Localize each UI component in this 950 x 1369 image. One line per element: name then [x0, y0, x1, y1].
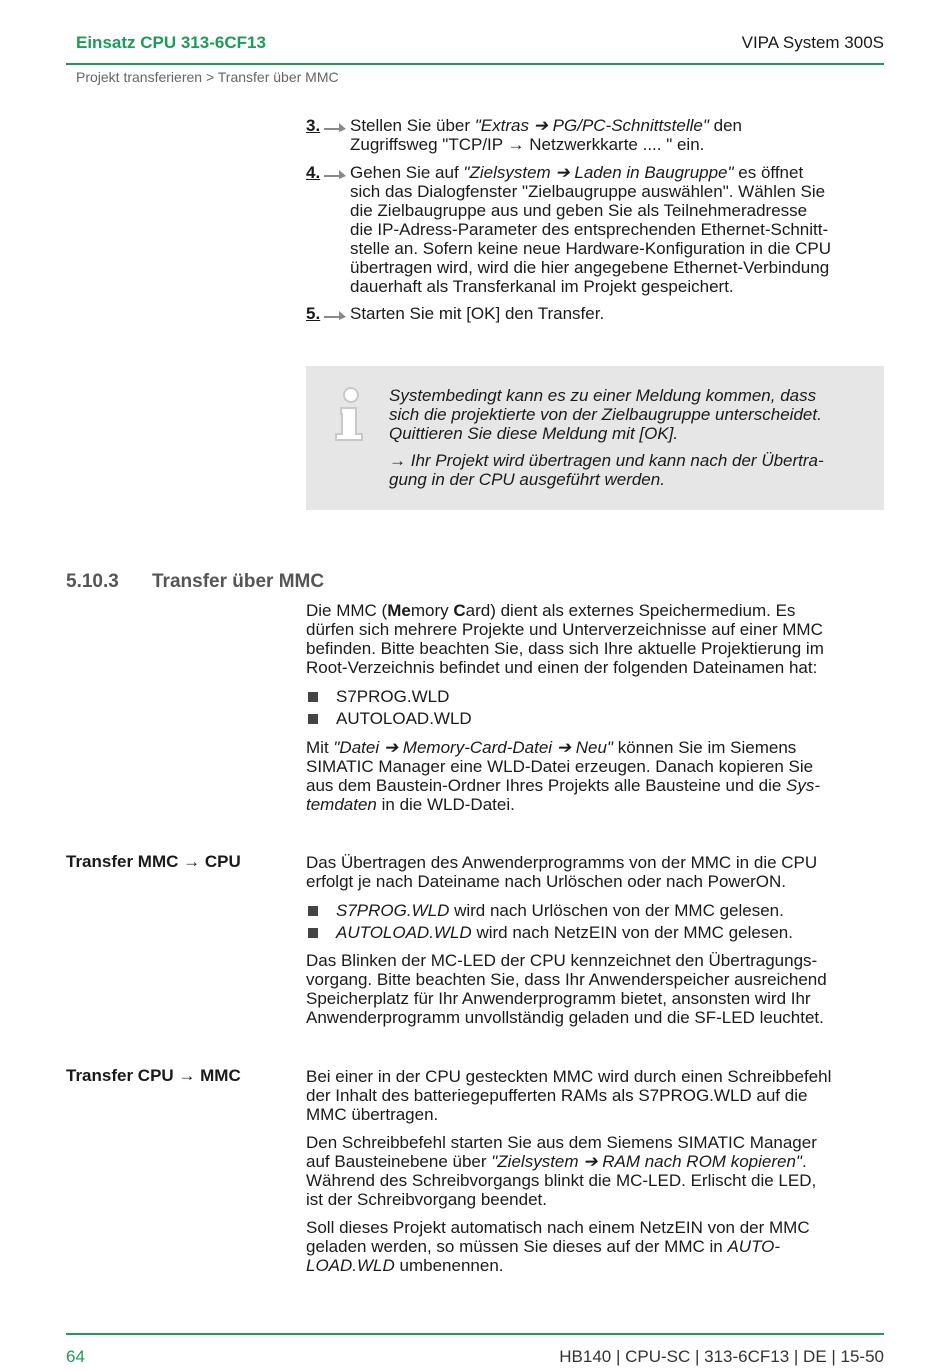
- document-id: HB140 | CPU-SC | 313-6CF13 | DE | 15-50: [559, 1347, 884, 1366]
- step-arrow-icon: [324, 167, 348, 179]
- mmc-to-cpu-paragraph: Das Blinken der MC-LED der CPU kennzeichnet den Übertragungs- vorgang. Bitte beachten Sie, dass Ihr Anwenderspeicher ausreichend Speicherplatz für Ihr Anwenderprogramm bietet, ansonsten wird Ihr Anwenderprogramm unvollständig geladen und die SF-LED leuchtet.: [306, 951, 827, 1027]
- header-divider: [66, 63, 884, 65]
- step-number: 5.: [306, 304, 321, 323]
- section-intro: Die MMC (Memory Card) dient als externes Speichermedium. Es dürfen sich mehrere Projekte und Unterverzeichnisse auf einer MMC befinden. Bitte beachten Sie, dass sich Ihre aktuelle Projektierung im Root-Verzeichnis befindet und einen der folgenden Dateinamen hat:: [306, 601, 824, 677]
- step-text: es öffnet: [733, 163, 804, 182]
- step-text: übertragen wird, wird die hier angegebene Ethernet-Verbindung: [350, 258, 830, 277]
- step-text: die Zielbaugruppe aus und geben Sie als Teilnehmeradresse: [350, 201, 808, 220]
- step-5: [306, 304, 884, 323]
- info-note: [306, 366, 884, 510]
- note-result: → Ihr Projekt wird übertragen und kann nach der Übertra- gung in der CPU ausgeführt werden.: [389, 451, 824, 489]
- list-item: AUTOLOAD.WLD wird nach NetzEIN von der MMC gelesen.: [306, 923, 884, 942]
- step-text: sich das Dialogfenster "Zielbaugruppe auswählen". Wählen Sie: [350, 182, 826, 201]
- list-item: S7PROG.WLD: [306, 687, 884, 706]
- menu-path: "Zielsystem ➔ Laden in Baugruppe": [463, 163, 734, 182]
- menu-path: "Extras ➔ PG/PC-Schnittstelle": [474, 116, 709, 135]
- cpu-to-mmc-paragraph: Bei einer in der CPU gesteckten MMC wird durch einen Schreibbefehl der Inhalt des batteriegepufferten RAMs als S7PROG.WLD auf die MMC übertragen.: [306, 1067, 832, 1124]
- cpu-to-mmc-paragraph: Soll dieses Projekt automatisch nach einem NetzEIN von der MMC geladen werden, so müssen Sie dieses auf der MMC in AUTO- LOAD.WLD umbenennen.: [306, 1218, 810, 1275]
- header-title: Einsatz CPU 313-6CF13: [76, 33, 266, 52]
- step-4: [306, 163, 884, 296]
- page-number: 64: [66, 1347, 85, 1366]
- cpu-to-mmc-paragraph: Den Schreibbefehl starten Sie aus dem Siemens SIMATIC Manager auf Bausteinebene über "Zielsystem ➔ RAM nach ROM kopieren". Während des Schreibvorgangs blinkt die MC-LED. Erlischt die LED, ist der Schreibvorgang beendet.: [306, 1133, 817, 1209]
- step-3: [306, 116, 884, 154]
- step-arrow-icon: [324, 308, 348, 320]
- step-text: Stellen Sie über: [350, 116, 475, 135]
- header-product: VIPA System 300S: [741, 33, 884, 52]
- menu-path: "Datei ➔ Memory-Card-Datei ➔ Neu": [333, 738, 613, 757]
- side-heading-mmc-to-cpu: Transfer MMC → CPU: [66, 852, 241, 871]
- bullet-icon: [308, 692, 318, 702]
- info-icon: [332, 386, 366, 442]
- side-heading-cpu-to-mmc: Transfer CPU → MMC: [66, 1066, 241, 1085]
- footer-divider: [66, 1333, 884, 1335]
- bullet-icon: [308, 714, 318, 724]
- section-paragraph: Mit "Datei ➔ Memory-Card-Datei ➔ Neu" können Sie im Siemens SIMATIC Manager eine WLD-Datei erzeugen. Danach kopieren Sie aus dem Baustein-Ordner Ihres Projekts alle Bausteine und die Sys- temdaten in die WLD-Datei.: [306, 738, 821, 814]
- bullet-icon: [308, 906, 318, 916]
- section-title: Transfer über MMC: [152, 571, 325, 592]
- breadcrumb: Projekt transferieren > Transfer über MMC: [76, 69, 339, 85]
- step-arrow-icon: [324, 120, 348, 132]
- step-text: dauerhaft als Transferkanal im Projekt gespeichert.: [350, 277, 734, 296]
- step-text: den: [708, 116, 743, 135]
- note-text: Systembedingt kann es zu einer Meldung kommen, dass sich die projektierte von der Zielbaugruppe unterscheidet. Quittieren Sie diese Meldung mit [OK].: [389, 386, 822, 443]
- mmc-to-cpu-intro: Das Übertragen des Anwenderprogramms von der MMC in die CPU erfolgt je nach Dateiname nach Urlöschen oder nach PowerON.: [306, 853, 818, 891]
- step-text: Zugriffsweg "TCP/IP → Netzwerkkarte .... " ein.: [350, 135, 705, 154]
- step-text: stelle an. Sofern keine neue Hardware-Konfiguration in die CPU: [350, 239, 831, 258]
- step-text: Gehen Sie auf: [350, 163, 464, 182]
- step-text: Starten Sie mit [OK] den Transfer.: [350, 304, 605, 323]
- step-text: die IP-Adress-Parameter des entsprechenden Ethernet-Schnitt-: [350, 220, 829, 239]
- step-number: 3.: [306, 116, 321, 135]
- menu-path: "Zielsystem ➔ RAM nach ROM kopieren": [491, 1152, 802, 1171]
- list-item: AUTOLOAD.WLD: [306, 709, 884, 728]
- list-item: S7PROG.WLD wird nach Urlöschen von der MMC gelesen.: [306, 901, 884, 920]
- section-number: 5.10.3: [66, 571, 119, 592]
- step-number: 4.: [306, 163, 321, 182]
- bullet-icon: [308, 928, 318, 938]
